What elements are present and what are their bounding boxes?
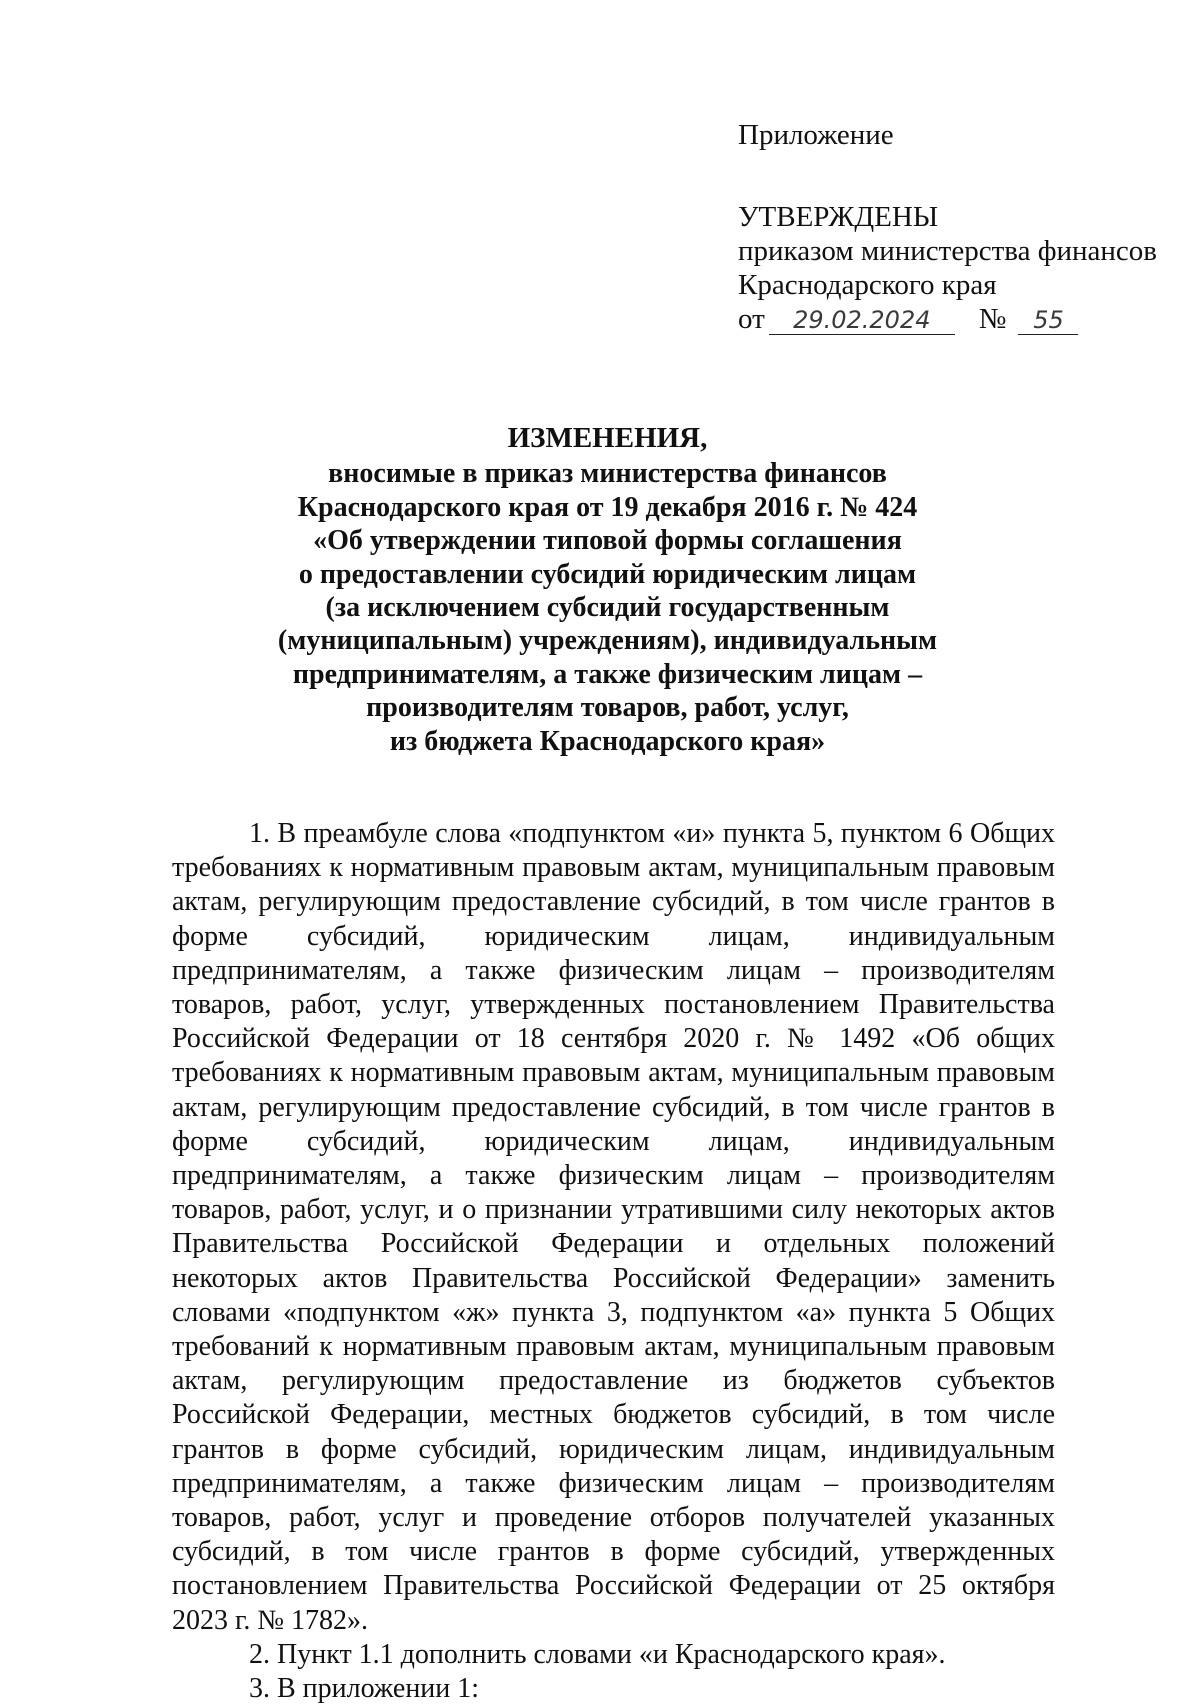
approved-by-line-1: приказом министерства финансов — [738, 235, 1157, 267]
title-line: производителям товаров, работ, услуг, — [366, 692, 849, 724]
paragraph-1: 1. В преамбуле слова «подпунктом «и» пункта 5, пунктом 6 Общих требованиях к нормативным правовым актам, муниципальным правовым актам, регулирующим предоставление субсидий, в том числе грантов в форме субсидий, юридическим лицам, индивидуальным предпринимателям, а также физическим лицам – производителям товаров, работ, услуг, утвержденных постановлением Правительства Российской Федерации от 18 сентября 2020 г. № 1492 «Об общих требованиях к нормативным правовым актам, муниципальным правовым актам, регулирующим предоставление субсидий, в том числе грантов в форме субсидий, юридическим лицам, индивидуальным предпринимателям, а также физическим лицам – производителям товаров, работ, услуг, и о признании утратившими силу некоторых актов Правительства Российской Федерации и отдельных положений некоторых актов Правительства Российской Федерации» заменить словами «подпунктом «ж» пункта 3, подпунктом «а» пункта 5 Общих требований к нормативным правовым актам, муниципальным правовым актам, регулирующим предоставление из бюджетов субъектов Российской Федерации, местных бюджетов субсидий, в том числе грантов в форме субсидий, юридическим лицам, индивидуальным предпринимателям, а также физическим лицам – производителям товаров, работ, услуг и проведение отборов получателей указанных субсидий, в том числе грантов в форме субсидий, утвержденных постановлением Правительства Российской Федерации от 25 октября 2023 г. № 1782». — [172, 818, 1055, 1636]
paragraph-2: 2. Пункт 1.1 дополнить словами «и Краснодарского края». — [249, 1638, 946, 1670]
title-line: предпринимателям, а также физическим лицам – — [292, 658, 923, 690]
appendix-label: Приложение — [738, 119, 894, 151]
document-title — [160, 422, 1055, 758]
title-line: из бюджета Краснодарского края» — [389, 725, 826, 757]
handwritten-date: 29.02.2024 — [769, 306, 955, 335]
number-label: № — [978, 303, 1007, 335]
title-main: ИЗМЕНЕНИЯ, — [507, 422, 708, 454]
document-body — [172, 817, 1055, 1706]
title-line: вносимые в приказ министерства финансов — [328, 458, 887, 490]
title-line: Краснодарского края от 19 декабря 2016 г. № 424 — [297, 491, 918, 523]
title-line: (муниципальным) учреждениям), индивидуальным — [277, 625, 938, 657]
approved-label: УТВЕРЖДЕНЫ — [738, 201, 939, 233]
title-line: о предоставлении субсидий юридическим лицам — [298, 558, 917, 590]
title-line: «Об утверждении типовой формы соглашения — [313, 525, 902, 557]
approval-block — [738, 118, 1178, 336]
handwritten-number: 55 — [1018, 306, 1078, 335]
paragraph-3: 3. В приложении 1: — [249, 1673, 480, 1705]
order-date-number-line — [738, 302, 1178, 336]
from-label: от — [738, 303, 765, 335]
approved-by-line-2: Краснодарского края — [738, 269, 997, 301]
title-line: (за исключением субсидий государственным — [325, 592, 890, 624]
